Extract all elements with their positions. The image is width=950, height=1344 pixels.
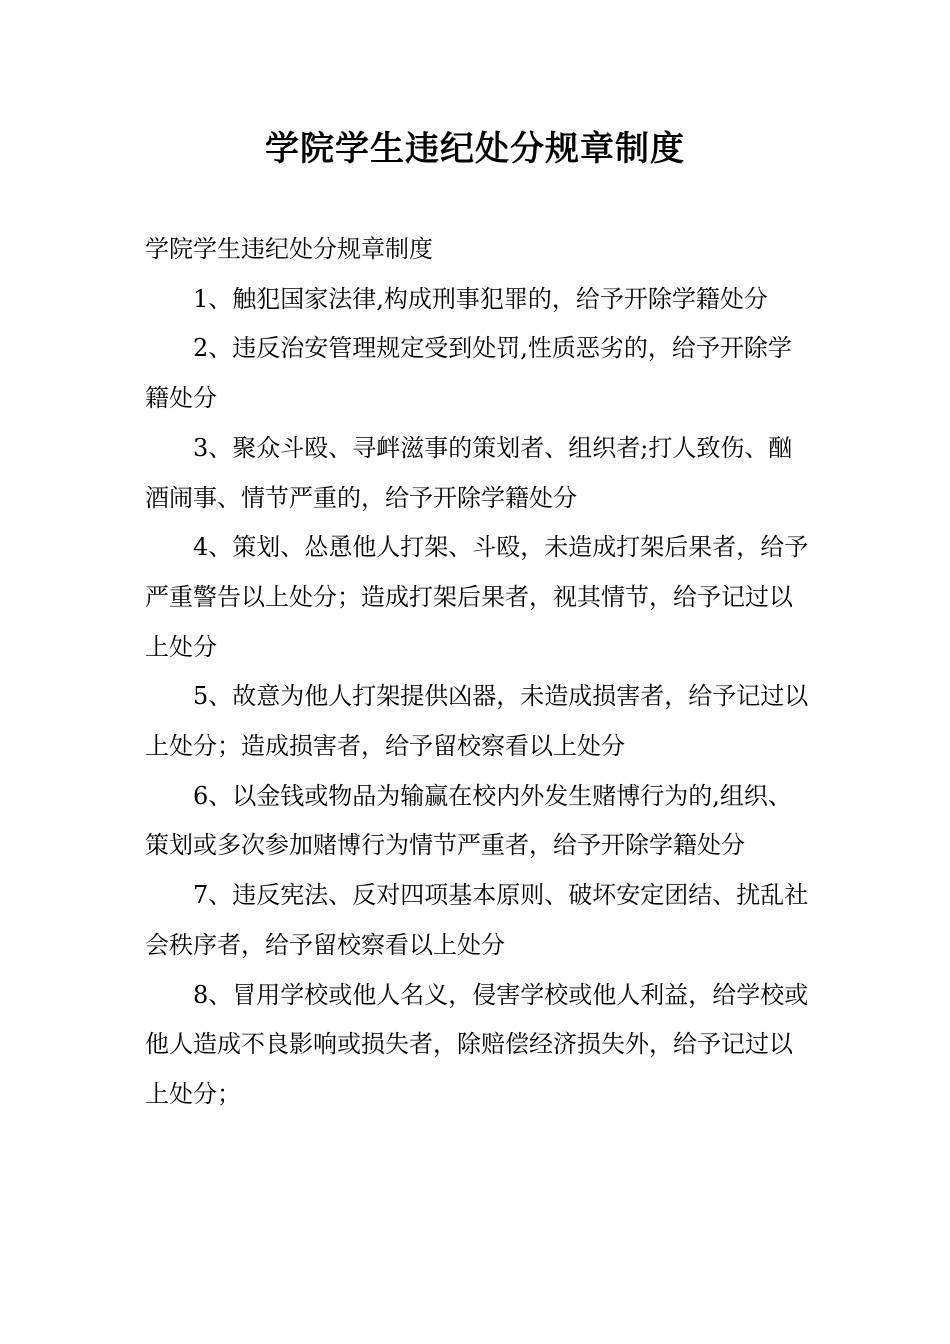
regulation-item-6: 6、以金钱或物品为输赢在校内外发生赌博行为的,组织、策划或多次参加赌博行为情节严重者，给予开除学籍处分: [145, 781, 792, 860]
document-title: 学院学生违纪处分规章制度: [265, 129, 685, 169]
regulation-item-3: 3、聚众斗殴、寻衅滋事的策划者、组织者;打人致伤、酗酒闹事、情节严重的，给予开除学籍处分: [145, 433, 793, 512]
regulation-item-7: 7、违反宪法、反对四项基本原则、破坏安定团结、扰乱社会秩序者，给予留校察看以上处分: [145, 881, 809, 959]
body-heading: 学院学生违纪处分规章制度: [145, 235, 433, 263]
document-body: [145, 225, 810, 1120]
regulation-item-2: 2、违反治安管理规定受到处罚,性质恶劣的，给予开除学籍处分: [145, 334, 792, 413]
regulation-item-8: 8、冒用学校或他人名义，侵害学校或他人利益，给学校或他人造成不良影响或损失者，除赔偿经济损失外，给予记过以上处分；: [145, 980, 809, 1108]
regulation-item-5: 5、故意为他人打架提供凶器，未造成损害者，给予记过以上处分；造成损害者，给予留校察看以上处分: [145, 682, 809, 761]
regulation-item-1: 1、触犯国家法律,构成刑事犯罪的，给予开除学籍处分: [193, 284, 768, 313]
regulation-item-4: 4、策划、怂恿他人打架、斗殴，未造成打架后果者，给予严重警告以上处分；造成打架后果者，视其情节，给予记过以上处分: [145, 533, 809, 661]
